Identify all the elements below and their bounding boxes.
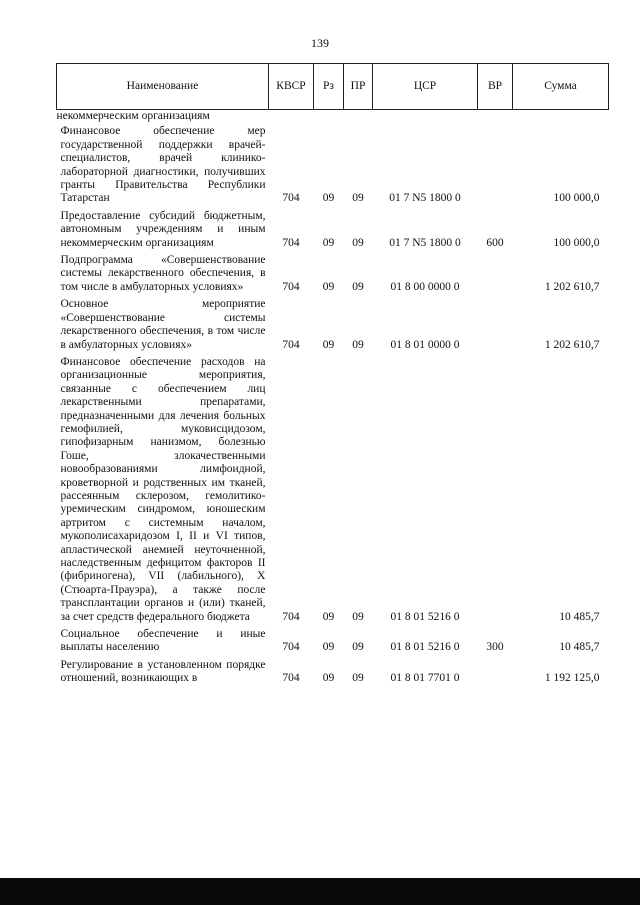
scan-bottom-edge (0, 878, 640, 905)
row-kvsr: 704 (282, 338, 300, 351)
row-rz: 09 (322, 338, 335, 351)
row-kvsr: 704 (282, 280, 300, 293)
row-vr (478, 123, 513, 207)
row-vr: 600 (486, 236, 504, 249)
row-kvsr: 704 (282, 610, 300, 623)
row-name: Подпрограмма «Совершенствование системы лекарственного обеспечения, в том числе в амбулаторных условиях» (60, 254, 266, 293)
table-row (57, 208, 609, 252)
budget-table (56, 63, 609, 688)
row-rz: 09 (322, 610, 335, 623)
row-csr: 01 8 01 5216 0 (390, 610, 460, 623)
table-header-row (57, 64, 609, 110)
row-csr: 01 8 01 7701 0 (390, 672, 460, 685)
row-rz: 09 (322, 672, 335, 685)
row-sum: 10 485,7 (559, 641, 600, 654)
row-vr (478, 296, 513, 354)
row-pr: 09 (352, 236, 364, 249)
row-sum: 1 202 610,7 (544, 338, 600, 351)
row-pr: 09 (352, 280, 364, 293)
row-rz: 09 (322, 236, 335, 249)
row-name: Регулирование в установленном порядке отношений, возникающих в (60, 658, 266, 685)
table-row (57, 354, 609, 626)
row-name: Финансовое обеспечение расходов на организационные мероприятия, связанные с обеспечением лиц лекарственными препаратами, предназначенными для лечения больных гемофилией, муковисцидозом, гипофизарным нанизмом, болезнью Гоше, злокачественными новообразованиями лимфоидной, кроветворной и родственных им тканей, рассеянным склерозом, гемолитико-уремическим синдромом, юношеским артритом с системным началом, мукополисахаридозом I, II и VI типов, апластической анемией неуточненной, наследственным дефицитом факторов II (фибриногена), VII (лабильного), X (Стюарта-Прауэра), а также после трансплантации органов и (или) тканей, за счет средств федерального бюджета (60, 355, 266, 623)
row-csr: 01 8 01 5216 0 (390, 641, 460, 654)
table-row (57, 110, 609, 124)
row-sum: 100 000,0 (553, 192, 600, 205)
row-pr: 09 (352, 641, 364, 654)
row-vr (478, 354, 513, 626)
row-vr (478, 110, 513, 124)
row-kvsr: 704 (282, 672, 300, 685)
row-vr: 300 (486, 641, 504, 654)
table-row (57, 123, 609, 207)
page-number: 139 (311, 36, 329, 50)
row-rz (314, 110, 344, 124)
row-kvsr: 704 (282, 236, 300, 249)
row-kvsr: 704 (282, 192, 300, 205)
header-sum: Сумма (513, 64, 609, 110)
header-pr: ПР (344, 64, 373, 110)
row-sum: 100 000,0 (553, 236, 600, 249)
row-pr: 09 (352, 338, 364, 351)
row-csr: 01 7 N5 1800 0 (389, 192, 461, 205)
header-csr: ЦСР (373, 64, 478, 110)
row-pr: 09 (352, 672, 364, 685)
row-csr: 01 8 01 0000 0 (390, 338, 460, 351)
row-vr (478, 252, 513, 296)
row-sum: 1 202 610,7 (544, 280, 600, 293)
row-vr (478, 657, 513, 688)
row-pr: 09 (352, 192, 364, 205)
row-kvsr (269, 110, 314, 124)
header-rz: Рз (314, 64, 344, 110)
row-name: Предоставление субсидий бюджетным, автономным учреждениям и иным некоммерческим организациям (60, 209, 266, 249)
table-row (57, 657, 609, 688)
row-csr: 01 7 N5 1800 0 (389, 236, 461, 249)
header-vr: ВР (478, 64, 513, 110)
row-name: некоммерческим организациям (56, 110, 210, 122)
header-name: Наименование (57, 64, 269, 110)
row-rz: 09 (322, 641, 335, 654)
row-pr (344, 110, 373, 124)
table-row (57, 252, 609, 296)
row-sum: 1 192 125,0 (544, 672, 600, 685)
row-csr (373, 110, 478, 124)
header-kvsr: КВСР (269, 64, 314, 110)
row-rz: 09 (322, 280, 335, 293)
table-row (57, 296, 609, 354)
row-kvsr: 704 (282, 641, 300, 654)
row-rz: 09 (322, 192, 335, 205)
row-name: Финансовое обеспечение мер государственной поддержки врачей-специалистов, врачей клинико-лабораторной диагностики, получивших гранты Правительства Республики Татарстан (60, 125, 266, 205)
row-sum (513, 110, 609, 124)
table-row (57, 626, 609, 657)
row-csr: 01 8 00 0000 0 (390, 280, 460, 293)
row-name: Основное мероприятие «Совершенствование системы лекарственного обеспечения, в том числе в амбулаторных условиях» (60, 298, 266, 351)
row-sum: 10 485,7 (559, 610, 600, 623)
row-pr: 09 (352, 610, 364, 623)
row-name: Социальное обеспечение и иные выплаты населению (60, 628, 266, 654)
